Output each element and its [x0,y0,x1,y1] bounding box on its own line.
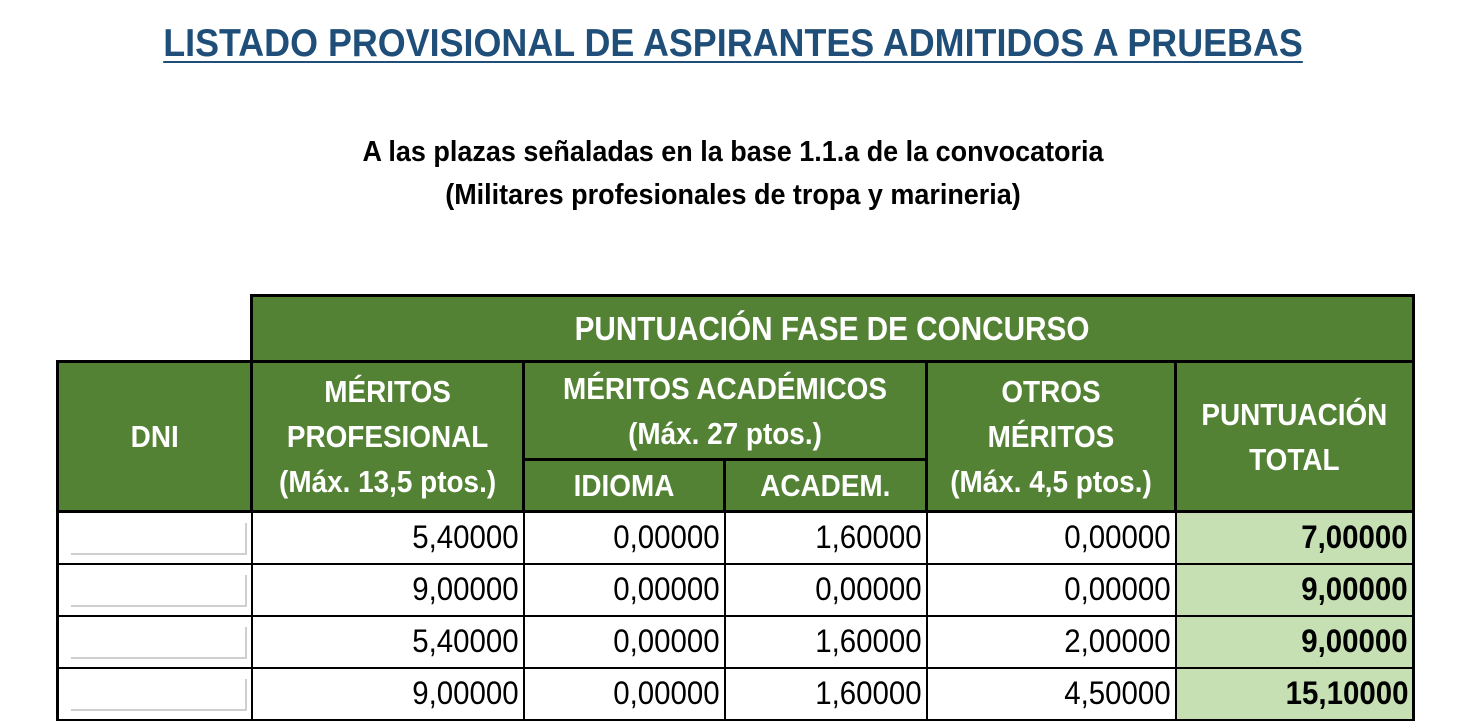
header-otros-meritos: OTROS MÉRITOS (Máx. 4,5 ptos.) [927,362,1176,512]
cell-profesional: 9,00000 [252,668,524,720]
dni-cell-redacted [58,668,252,720]
dni-cell-redacted [58,512,252,564]
cell-idioma: 0,00000 [524,616,725,668]
cell-otros: 0,00000 [927,512,1176,564]
table-row [58,668,1414,720]
scores-table [56,294,1415,721]
table-row [58,512,1414,564]
cell-otros: 4,50000 [927,668,1176,720]
header-meritos-profesional: MÉRITOS PROFESIONAL (Máx. 13,5 ptos.) [252,362,524,512]
header-puntuacion-total: PUNTUACIÓN TOTAL [1176,362,1414,512]
cell-otros: 2,00000 [927,616,1176,668]
redacted-box [71,679,247,711]
header-meritos-academicos: MÉRITOS ACADÉMICOS (Máx. 27 ptos.) [524,362,927,460]
subtitle-line-2: (Militares profesionales de tropa y marineria) [445,179,1021,211]
table-row [58,616,1414,668]
dni-cell-redacted [58,616,252,668]
cell-academ: 1,60000 [725,668,927,720]
cell-idioma: 0,00000 [524,512,725,564]
subtitle-line-1: A las plazas señaladas en la base 1.1.a de la convocatoria [362,136,1104,168]
group-header-concurso: PUNTUACIÓN FASE DE CONCURSO [252,296,1414,362]
page-title: LISTADO PROVISIONAL DE ASPIRANTES ADMITIDOS A PRUEBAS [163,22,1303,65]
cell-academ: 1,60000 [725,616,927,668]
redacted-box [71,523,247,555]
cell-idioma: 0,00000 [524,564,725,616]
header-dni: DNI [58,362,252,512]
table-row [58,564,1414,616]
cell-profesional: 9,00000 [252,564,524,616]
cell-total: 9,00000 [1176,564,1414,616]
cell-total: 15,10000 [1176,668,1414,720]
cell-idioma: 0,00000 [524,668,725,720]
cell-academ: 0,00000 [725,564,927,616]
cell-total: 9,00000 [1176,616,1414,668]
dni-cell-redacted [58,564,252,616]
cell-total: 7,00000 [1176,512,1414,564]
cell-academ: 1,60000 [725,512,927,564]
cell-profesional: 5,40000 [252,512,524,564]
empty-corner-cell [58,296,252,362]
cell-profesional: 5,40000 [252,616,524,668]
header-academ: ACADEM. [725,460,927,512]
redacted-box [71,575,247,607]
cell-otros: 0,00000 [927,564,1176,616]
header-idioma: IDIOMA [524,460,725,512]
redacted-box [71,627,247,659]
